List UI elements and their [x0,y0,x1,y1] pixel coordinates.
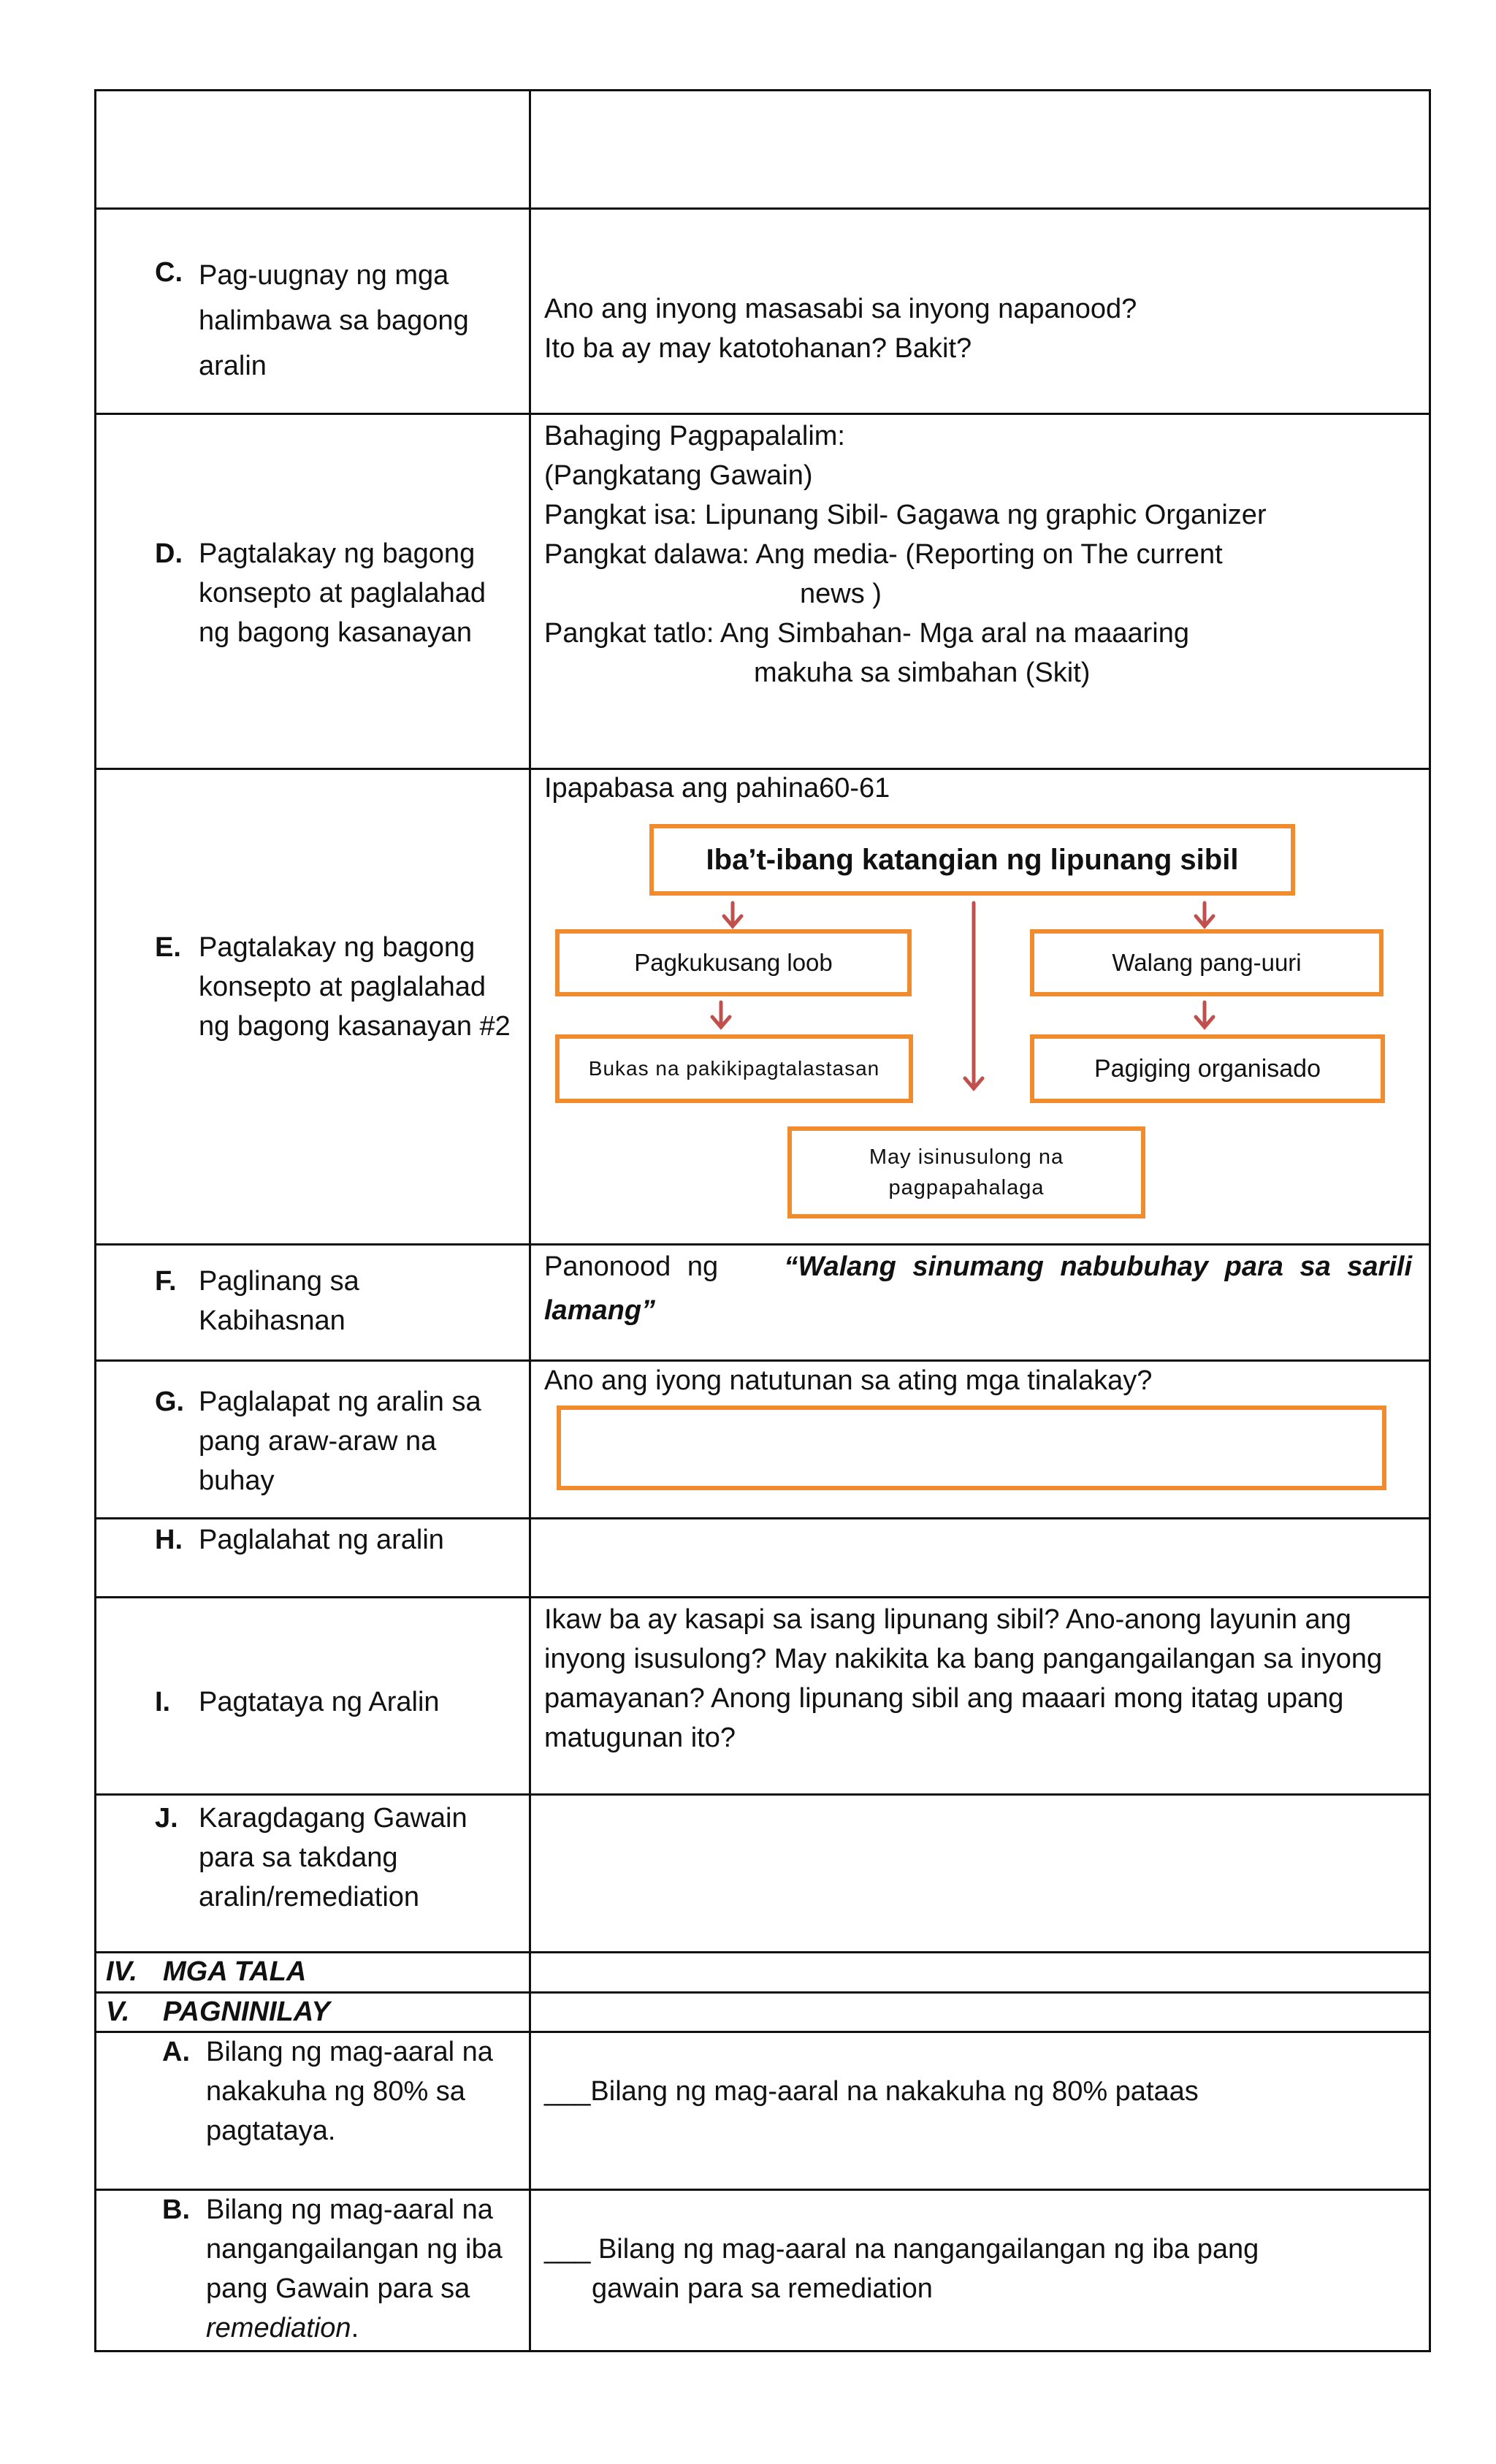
arrow-down-icon [1196,903,1213,926]
row-letter: B. [162,2194,190,2225]
section-number: V. [106,1996,130,2027]
text-line: Bahaging Pagpapalalim: [544,421,845,451]
row-label-text: Paglalahat ng aralin [199,1525,444,1555]
row-i-content: Ikaw ba ay kasapi sa isang lipunang sibil? Ano-anong layunin ang inyong isusulong? May nakikita ka bang pangangailangan sa inyong pamayanan? Anong lipunang sibil ang maaari mong itatag upang matugunan ito? [544,1604,1383,1753]
row-label-text [206,2190,513,2348]
row-label-text: Paglinang sa Kabihasnan [199,1266,359,1336]
label-end: . [351,2313,359,2343]
row-divider [94,1517,1431,1519]
row-letter: D. [155,538,183,569]
section-iv-heading [106,1953,307,1990]
video-title: “Walang sinumang nabubuhay para sa sarili lamang” [544,1251,1413,1326]
answer-box[interactable] [557,1405,1386,1490]
row-divider [94,1793,1431,1796]
text-line: Pangkat dalawa: Ang media- (Reporting on The current [544,539,1223,570]
row-letter: C. [155,257,183,288]
diagram-box-values: May isinusulong na pagpapahalaga [787,1126,1145,1218]
row-letter: F. [155,1266,177,1297]
row-label-text: Karagdagang Gawain para sa takdang aralin/remediation [199,1803,468,1912]
text-prefix: Panonood ng [544,1251,719,1282]
text-line: Pangkat tatlo: Ang Simbahan- Mga aral na maaaring [544,618,1189,649]
row-letter: G. [155,1387,185,1417]
diagram-title-box: Iba’t-ibang katangian ng lipunang sibil [649,824,1295,896]
diagram-box-open-communication: Bukas na pakikipagtalastasan [555,1034,913,1103]
section-title: MGA TALA [163,1956,307,1987]
row-letter: H. [155,1525,183,1555]
arrow-down-icon [712,1002,730,1027]
label-main: Bilang ng mag-aaral na nangangailangan ng iba pang Gawain para sa [206,2194,503,2304]
row-label-text: Pag-uugnay ng mga halimbawa sa bagong aralin [199,260,469,381]
row-divider [94,1596,1431,1598]
section-v-heading [106,1994,330,2030]
text-line: (Pangkatang Gawain) [544,460,813,491]
reflection-a-content: ___Bilang ng mag-aaral na nakakuha ng 80% pataas [544,2076,1199,2107]
diagram-box-voluntary: Pagkukusang loob [555,929,912,996]
diagram-box-no-class: Walang pang-uuri [1030,929,1384,996]
row-letter: J. [155,1803,178,1834]
arrow-down-icon [1196,1002,1213,1027]
section-number: IV. [106,1956,137,1987]
text-line: makuha sa simbahan (Skit) [754,657,1091,688]
row-letter: A. [162,2037,190,2067]
row-label-text: Bilang ng mag-aaral na nakakuha ng 80% sa pagtataya. [206,2037,493,2146]
row-f-content [544,1245,1412,1332]
label-emphasis: remediation [206,2313,351,2343]
table-border-bottom [94,2350,1431,2352]
row-g-question: Ano ang iyong natutunan sa ating mga tinalakay? [544,1365,1153,1396]
row-label-text: Pagtalakay ng bagong konsepto at paglalahad ng bagong kasanayan [199,538,486,648]
row-letter: I. [155,1687,171,1717]
row-label-text: Paglalapat ng aralin sa pang araw-araw na buhay [199,1387,481,1496]
diagram-box-organized: Pagiging organisado [1030,1034,1385,1103]
section-title: PAGNINILAY [163,1996,330,2027]
text-line: Ano ang inyong masasabi sa inyong napanood? [544,294,1137,324]
row-label-text: Pagtalakay ng bagong konsepto at paglalahad ng bagong kasanayan #2 [199,932,511,1042]
row-letter: E. [155,932,181,963]
text-line: Ito ba ay may katotohanan? Bakit? [544,333,972,364]
text-line: news ) [800,579,882,609]
arrow-down-icon [724,903,741,926]
row-label-text: Pagtataya ng Aralin [199,1687,440,1717]
row-e-intro: Ipapabasa ang pahina60-61 [544,773,890,804]
text-line: Pangkat isa: Lipunang Sibil- Gagawa ng graphic Organizer [544,500,1267,530]
text-line: ___ Bilang ng mag-aaral na nangangailangan ng iba pang [544,2234,1259,2265]
text-line: gawain para sa remediation [592,2273,933,2304]
arrow-down-icon [965,903,982,1088]
reflection-b-content [544,2230,1259,2308]
